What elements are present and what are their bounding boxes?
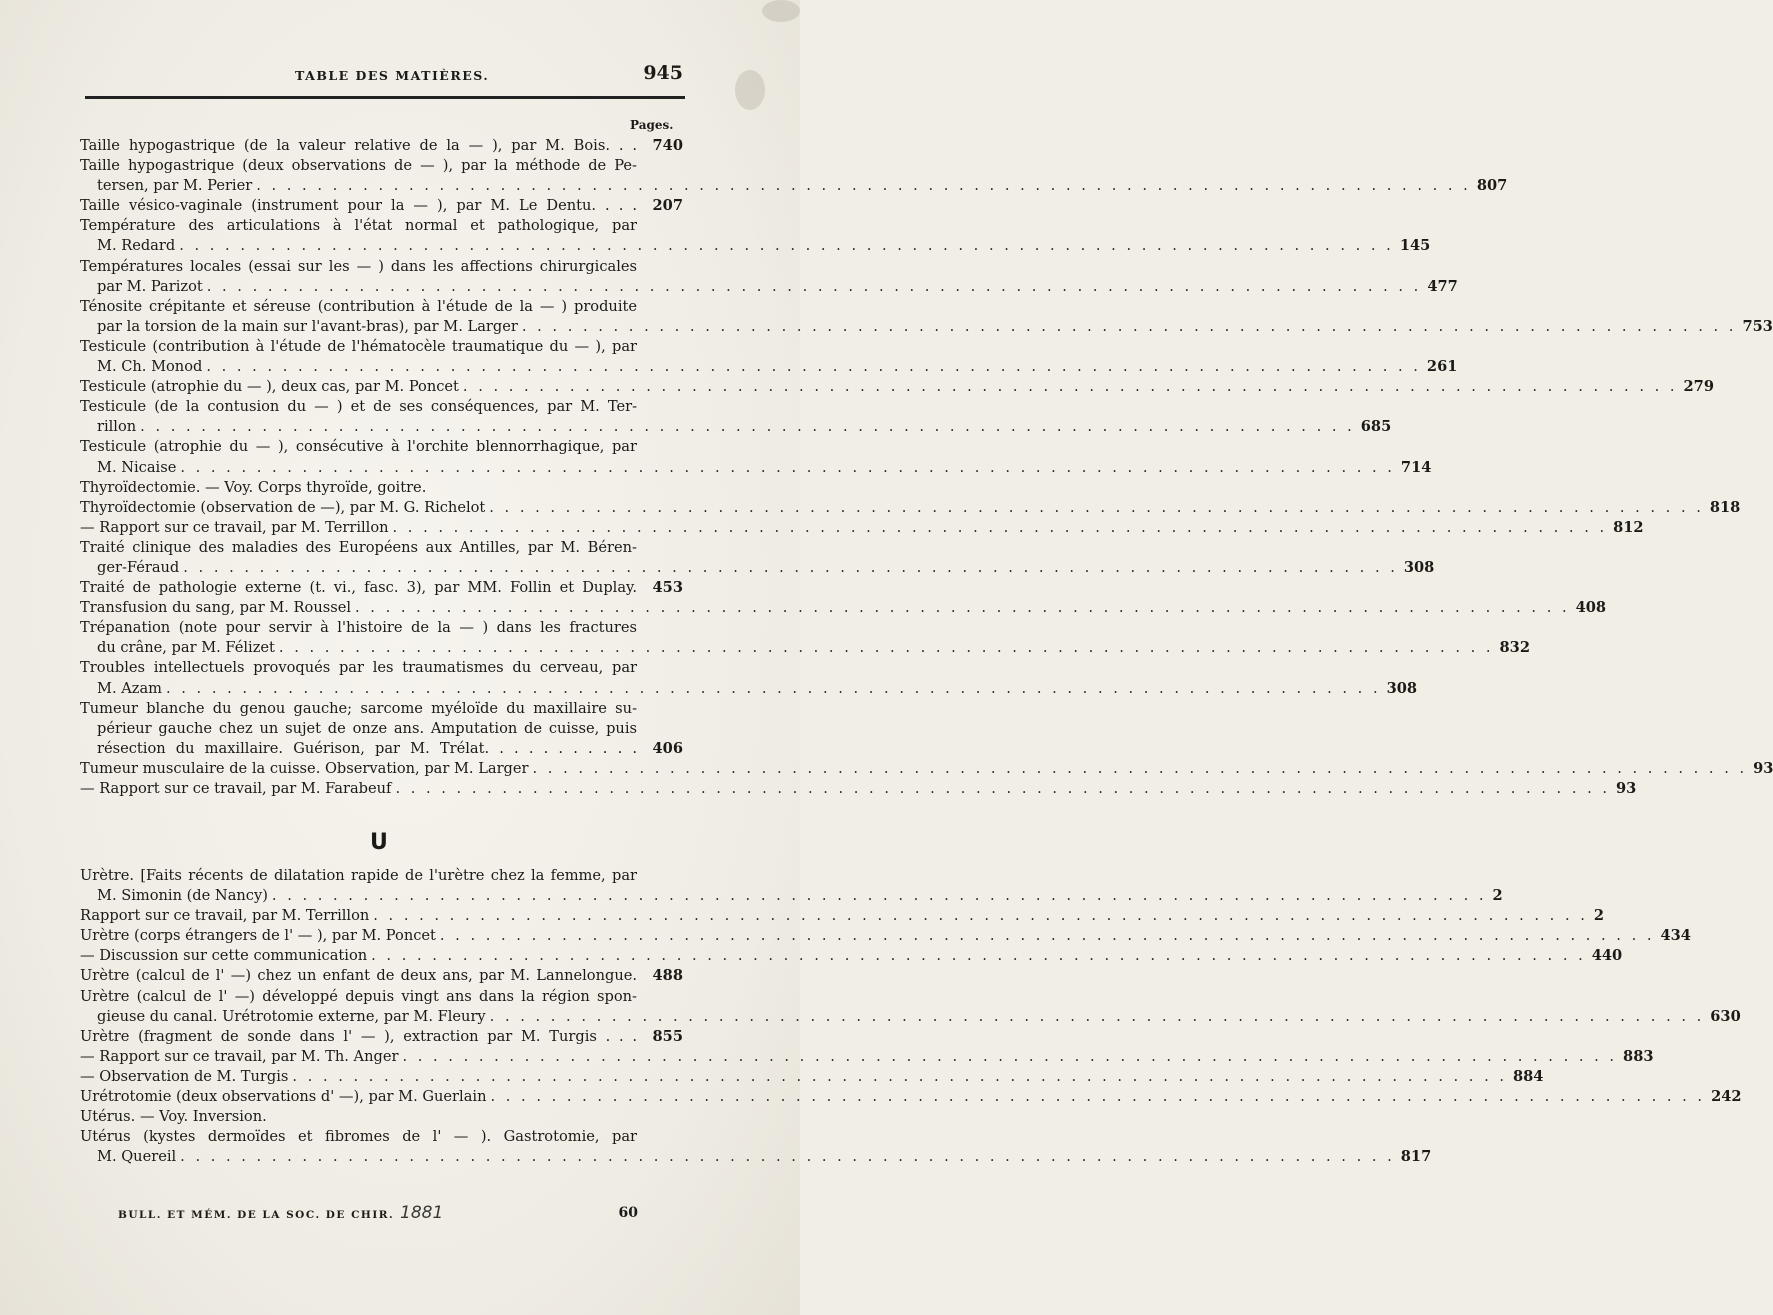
- leader-dots: . . . . . . . . . . . . . . . . . . . . . . . . . . . . . . . . . . . . . . . . . . . . . . . . . . . . . . . . . . . . . . . . . . . . . . . . . . . . . . . .: [271, 887, 1487, 905]
- entry-text: M. Quereil: [97, 1148, 177, 1166]
- entry-page-number: 488: [652, 967, 683, 985]
- leader-dots: . . . . . . . . . . . . . . . . . . . . . . . . . . . . . . . . . . . . . . . . . . . . . . . . . . . . . . . . . . . . . . . . . . . . . . . . . . . . . . . .: [489, 1007, 1705, 1025]
- leader-dots: . . . . . . . . . . . . . . . . . . . . . . . . . . . . . . . . . . . . . . . . . . . . . . . . . . . . . . . . . . . . . . . . . . . . . . . . . . . . . . . .: [532, 759, 1748, 777]
- entry-text: Tumeur blanche du genou gauche; sarcome myéloïde du maxillaire su-: [80, 699, 637, 717]
- entry-text: ger-Féraud: [97, 558, 180, 576]
- entry-text: M. Nicaise: [97, 458, 177, 476]
- entry-text: Testicule (contribution à l'étude de l'hématocèle traumatique du — ), par: [80, 337, 637, 355]
- entry-text: Trépanation (note pour servir à l'histoire de la — ) dans les fractures: [80, 619, 637, 637]
- index-entry-line: [80, 1007, 1741, 1027]
- entry-page-number: 440: [1591, 947, 1623, 965]
- entry-page-number: 2: [1492, 887, 1503, 905]
- entry-text: Température des articulations à l'état normal et pathologique, par: [80, 217, 637, 235]
- entry-text: du crâne, par M. Félizet: [97, 639, 275, 657]
- entry-page-number: 242: [1711, 1088, 1742, 1106]
- entry-text: Urétrotomie (deux observations d' —), par M. Guerlain: [80, 1088, 487, 1106]
- index-entry-line: [80, 1147, 1432, 1167]
- index-entry-line: [80, 779, 1637, 799]
- entry-text: Urètre (calcul de l' —) développé depuis vingt ans dans la région spon-: [80, 987, 637, 1005]
- leader-dots: . . . . . . . . . . . . . . . . . . . . . . . . . . . . . . . . . . . . . . . . . . . . . . . . . . . . . . . . . . . . . . . . . . . . . . . . . . . . . . . .: [183, 558, 1398, 576]
- leader-dots: . . . . . . . . . . . . . . . . . . . . . . . . . . . . . . . . . . . . . . . . . . . . . . . . . . . . . . . . . . . . . . . . . . . . . . . . . . . . . . . .: [292, 1067, 1507, 1085]
- leader-dots: . . . . . . . . . . . . . . . . . . . . . . . . . . . . . . . . . . . . . . . . . . . . . . . . . . . . . . . . . . . . . . . . . . . . . . . . . . . . . . . .: [256, 177, 1471, 195]
- entry-text: résection du maxillaire. Guérison, par M. Trélat. . . . . . . . . . .: [97, 739, 637, 757]
- entry-text: Traité clinique des maladies des Européens aux Antilles, par M. Béren-: [80, 538, 637, 556]
- index-entry-line: [80, 538, 683, 558]
- entry-text: Taille hypogastrique (de la valeur relative de la — ), par M. Bois. . .: [80, 137, 637, 154]
- index-entry-line: [80, 176, 1508, 196]
- index-entry-line: [80, 216, 683, 236]
- entry-text: M. Ch. Monod: [97, 358, 203, 376]
- index-entry-line: [80, 946, 1623, 966]
- entry-page-number: 714: [1400, 458, 1432, 476]
- index-entry-line: [80, 558, 1435, 578]
- entry-page-number: 408: [1575, 599, 1607, 617]
- leader-dots: . . . . . . . . . . . . . . . . . . . . . . . . . . . . . . . . . . . . . . . . . . . . . . . . . . . . . . . . . . . . . . . . . . . . . . . . . . . . . . . .: [355, 599, 1570, 617]
- index-entry-line: [80, 437, 683, 457]
- entry-text: Urètre (calcul de l' —) chez un enfant de deux ans, par M. Lannelongue.: [80, 967, 637, 985]
- entry-page-number: 817: [1400, 1148, 1432, 1166]
- entry-text: M. Simonin (de Nancy): [97, 887, 268, 905]
- leader-dots: . . . . . . . . . . . . . . . . . . . . . . . . . . . . . . . . . . . . . . . . . . . . . . . . . . . . . . . . . . . . . . . . . . . . . . . . . . . . . . . .: [140, 418, 1355, 436]
- entry-text: Rapport sur ce travail, par M. Terrillon: [80, 907, 370, 925]
- entry-text: M. Redard: [97, 237, 176, 255]
- entry-text: Traité de pathologie externe (t. vi., fasc. 3), par MM. Follin et Duplay.: [80, 579, 637, 597]
- entry-text: Transfusion du sang, par M. Roussel: [80, 599, 352, 617]
- handwritten-year: 1881: [400, 1203, 444, 1223]
- entry-page-number: 818: [1709, 498, 1741, 516]
- index-entry-line: [80, 987, 683, 1007]
- entry-page-number: 832: [1499, 639, 1530, 657]
- index-entry-line: [80, 966, 683, 986]
- index-entry-line: [80, 417, 1392, 437]
- leader-dots: . . . . . . . . . . . . . . . . . . . . . . . . . . . . . . . . . . . . . . . . . . . . . . . . . . . . . . . . . . . . . . . . . . . . . . . . . . . . . . . .: [206, 277, 1422, 295]
- leader-dots: . . . . . . . . . . . . . . . . . . . . . . . . . . . . . . . . . . . . . . . . . . . . . . . . . . . . . . . . . . . . . . . . . . . . . . . . . . . . . . . .: [489, 498, 1704, 516]
- index-entry-line: [80, 719, 683, 739]
- running-title: TABLE DES MATIÈRES.: [295, 68, 490, 83]
- section-letter-heading: U: [370, 830, 388, 855]
- entry-text: Tumeur musculaire de la cuisse. Observation, par M. Larger: [80, 759, 529, 777]
- entry-page-number: 884: [1512, 1067, 1544, 1085]
- index-entry-line: [80, 498, 1741, 518]
- entry-text: Taille vésico-vaginale (instrument pour la — ), par M. Le Dentu. . . .: [80, 197, 637, 215]
- index-entry-line: [80, 906, 1605, 926]
- entry-text: Urètre. [Faits récents de dilatation rapide de l'urètre chez la femme, par: [80, 867, 637, 884]
- leader-dots: . . . . . . . . . . . . . . . . . . . . . . . . . . . . . . . . . . . . . . . . . . . . . . . . . . . . . . . . . . . . . . . . . . . . . . . . . . . . . . . .: [278, 639, 1494, 657]
- entry-page-number: 261: [1426, 358, 1458, 376]
- entry-page-number: 855: [652, 1027, 683, 1045]
- entry-text: — Rapport sur ce travail, par M. Th. Anger: [80, 1047, 399, 1065]
- entry-page-number: 308: [1386, 679, 1418, 697]
- entry-page-number: 630: [1710, 1007, 1741, 1025]
- index-entry-line: [80, 377, 1714, 397]
- entry-page-number: 279: [1683, 378, 1714, 396]
- index-entry-line: [80, 337, 683, 357]
- paper-stain: [735, 70, 765, 110]
- index-entry-line: [80, 1027, 683, 1047]
- index-entry-line: [80, 699, 683, 719]
- leader-dots: . . . . . . . . . . . . . . . . . . . . . . . . . . . . . . . . . . . . . . . . . . . . . . . . . . . . . . . . . . . . . . . . . . . . . . . . . . . . . . . .: [371, 947, 1586, 965]
- index-entry-line: [80, 458, 1432, 478]
- index-entry-line: [80, 136, 683, 156]
- entry-text: Thyroïdectomie (observation de —), par M. G. Richelot: [80, 498, 486, 516]
- entry-page-number: 753: [1742, 317, 1773, 335]
- entry-text: Utérus. — Voy. Inversion.: [80, 1108, 267, 1126]
- index-entry-line: [80, 578, 683, 598]
- entry-page-number: 477: [1427, 277, 1458, 295]
- index-entry-line: [80, 759, 1773, 779]
- entry-text: — Rapport sur ce travail, par M. Terrillon: [80, 518, 389, 536]
- leader-dots: . . . . . . . . . . . . . . . . . . . . . . . . . . . . . . . . . . . . . . . . . . . . . . . . . . . . . . . . . . . . . . . . . . . . . . . . . . . . . . . .: [206, 358, 1421, 376]
- entry-page-number: 93: [1616, 780, 1637, 797]
- entry-text: Testicule (atrophie du — ), consécutive à l'orchite blennorrhagique, par: [80, 438, 637, 456]
- index-entry-line: [80, 297, 683, 317]
- entry-text: rillon: [97, 418, 137, 436]
- entry-page-number: 93: [1753, 759, 1773, 777]
- index-entry-line: [80, 257, 683, 277]
- footer-journal-title: BULL. ET MÉM. DE LA SOC. DE CHIR.: [118, 1209, 395, 1221]
- index-section-t: [80, 136, 1773, 799]
- index-entry-line: [80, 478, 683, 498]
- entry-text: — Rapport sur ce travail, par M. Farabeuf: [80, 780, 392, 797]
- entry-page-number: 145: [1399, 237, 1431, 255]
- entry-page-number: 685: [1360, 418, 1392, 436]
- index-entry-line: [80, 317, 1773, 337]
- leader-dots: . . . . . . . . . . . . . . . . . . . . . . . . . . . . . . . . . . . . . . . . . . . . . . . . . . . . . . . . . . . . . . . . . . . . . . . . . . . . . . . .: [392, 518, 1608, 536]
- pages-column-label: Pages.: [630, 118, 674, 132]
- index-entry-line: [80, 156, 683, 176]
- entry-page-number: 2: [1593, 907, 1605, 925]
- index-entry-line: [80, 277, 1458, 297]
- index-entry-line: [80, 1047, 1654, 1067]
- page-number: 945: [643, 62, 683, 84]
- entry-text: tersen, par M. Perier: [97, 177, 253, 195]
- entry-text: Testicule (atrophie du — ), deux cas, par M. Poncet: [80, 378, 459, 396]
- entry-text: M. Azam: [97, 679, 162, 697]
- index-entry-line: [80, 886, 1503, 906]
- index-entry-line: [80, 196, 683, 216]
- index-entry-line: [80, 658, 683, 678]
- entry-text: Thyroïdectomie. — Voy. Corps thyroïde, goitre.: [80, 478, 427, 496]
- leader-dots: . . . . . . . . . . . . . . . . . . . . . . . . . . . . . . . . . . . . . . . . . . . . . . . . . . . . . . . . . . . . . . . . . . . . . . . . . . . . . . . .: [462, 378, 1678, 396]
- leader-dots: . . . . . . . . . . . . . . . . . . . . . . . . . . . . . . . . . . . . . . . . . . . . . . . . . . . . . . . . . . . . . . . . . . . . . . . . . . . . . . . .: [490, 1088, 1706, 1106]
- leader-dots: . . . . . . . . . . . . . . . . . . . . . . . . . . . . . . . . . . . . . . . . . . . . . . . . . . . . . . . . . . . . . . . . . . . . . . . . . . . . . . . .: [179, 237, 1394, 255]
- entry-page-number: 406: [652, 739, 683, 757]
- page-header: [85, 62, 685, 86]
- entry-text: Urètre (fragment de sonde dans l' — ), extraction par M. Turgis . . .: [80, 1027, 637, 1045]
- entry-text: Taille hypogastrique (deux observations de — ), par la méthode de Pe-: [80, 157, 637, 175]
- index-entry-line: [80, 357, 1458, 377]
- signature-mark: 60: [618, 1205, 638, 1221]
- index-entry-line: [80, 926, 1691, 946]
- entry-text: Troubles intellectuels provoqués par les traumatismes du cerveau, par: [80, 659, 637, 677]
- entry-text: — Discussion sur cette communication: [80, 947, 368, 965]
- entry-page-number: 453: [652, 579, 683, 597]
- leader-dots: . . . . . . . . . . . . . . . . . . . . . . . . . . . . . . . . . . . . . . . . . . . . . . . . . . . . . . . . . . . . . . . . . . . . . . . . . . . . . . . .: [402, 1047, 1618, 1065]
- header-rule: [85, 96, 685, 99]
- index-entry-line: [80, 397, 683, 417]
- entry-text: Ténosite crépitante et séreuse (contribution à l'étude de la — ) produite: [80, 297, 637, 315]
- leader-dots: . . . . . . . . . . . . . . . . . . . . . . . . . . . . . . . . . . . . . . . . . . . . . . . . . . . . . . . . . . . . . . . . . . . . . . . . . . . . . . . .: [180, 1148, 1395, 1166]
- index-entry-line: [80, 638, 1530, 658]
- index-entry-line: [80, 739, 683, 759]
- entry-text: Utérus (kystes dermoïdes et fibromes de l' — ). Gastrotomie, par: [80, 1128, 637, 1146]
- leader-dots: . . . . . . . . . . . . . . . . . . . . . . . . . . . . . . . . . . . . . . . . . . . . . . . . . . . . . . . . . . . . . . . . . . . . . . . . . . . . . . . .: [166, 679, 1381, 697]
- entry-text: périeur gauche chez un sujet de onze ans. Amputation de cuisse, puis: [97, 719, 637, 737]
- entry-text: Températures locales (essai sur les — ) dans les affections chirurgicales: [80, 257, 637, 275]
- leader-dots: . . . . . . . . . . . . . . . . . . . . . . . . . . . . . . . . . . . . . . . . . . . . . . . . . . . . . . . . . . . . . . . . . . . . . . . . . . . . . . . .: [521, 317, 1737, 335]
- index-entry-line: [80, 679, 1418, 699]
- entry-text: — Observation de M. Turgis: [80, 1067, 289, 1085]
- index-entry-line: [80, 1127, 683, 1147]
- index-entry-line: [80, 598, 1607, 618]
- entry-page-number: 207: [652, 197, 683, 215]
- entry-page-number: 812: [1613, 518, 1644, 536]
- leader-dots: . . . . . . . . . . . . . . . . . . . . . . . . . . . . . . . . . . . . . . . . . . . . . . . . . . . . . . . . . . . . . . . . . . . . . . . . . . . . . . . .: [373, 907, 1588, 925]
- index-entry-line: [80, 1087, 1742, 1107]
- entry-text: Urètre (corps étrangers de l' — ), par M. Poncet: [80, 927, 436, 945]
- entry-text: par la torsion de la main sur l'avant-bras), par M. Larger: [97, 317, 518, 335]
- index-entry-line: [80, 1107, 683, 1127]
- leader-dots: . . . . . . . . . . . . . . . . . . . . . . . . . . . . . . . . . . . . . . . . . . . . . . . . . . . . . . . . . . . . . . . . . . . . . . . . . . . . . . . .: [439, 927, 1655, 945]
- entry-page-number: 308: [1403, 558, 1435, 576]
- entry-text: gieuse du canal. Urétrotomie externe, par M. Fleury: [97, 1007, 486, 1025]
- index-entry-line: [80, 618, 683, 638]
- entry-page-number: 807: [1476, 177, 1508, 195]
- entry-page-number: 434: [1660, 927, 1691, 945]
- index-entry-line: [80, 236, 1431, 256]
- paper-stain: [762, 0, 800, 22]
- entry-text: par M. Parizot: [97, 277, 203, 295]
- entry-page-number: 883: [1623, 1047, 1654, 1065]
- index-section-u: [80, 866, 1742, 1167]
- leader-dots: . . . . . . . . . . . . . . . . . . . . . . . . . . . . . . . . . . . . . . . . . . . . . . . . . . . . . . . . . . . . . . . . . . . . . . . . . . . . . . . .: [395, 780, 1611, 797]
- index-entry-line: [80, 866, 683, 886]
- leader-dots: . . . . . . . . . . . . . . . . . . . . . . . . . . . . . . . . . . . . . . . . . . . . . . . . . . . . . . . . . . . . . . . . . . . . . . . . . . . . . . . .: [180, 458, 1395, 476]
- entry-page-number: 740: [652, 137, 683, 154]
- index-entry-line: [80, 1067, 1544, 1087]
- entry-text: Testicule (de la contusion du — ) et de ses conséquences, par M. Ter-: [80, 398, 637, 416]
- index-entry-line: [80, 518, 1644, 538]
- page-footer: [118, 1203, 648, 1227]
